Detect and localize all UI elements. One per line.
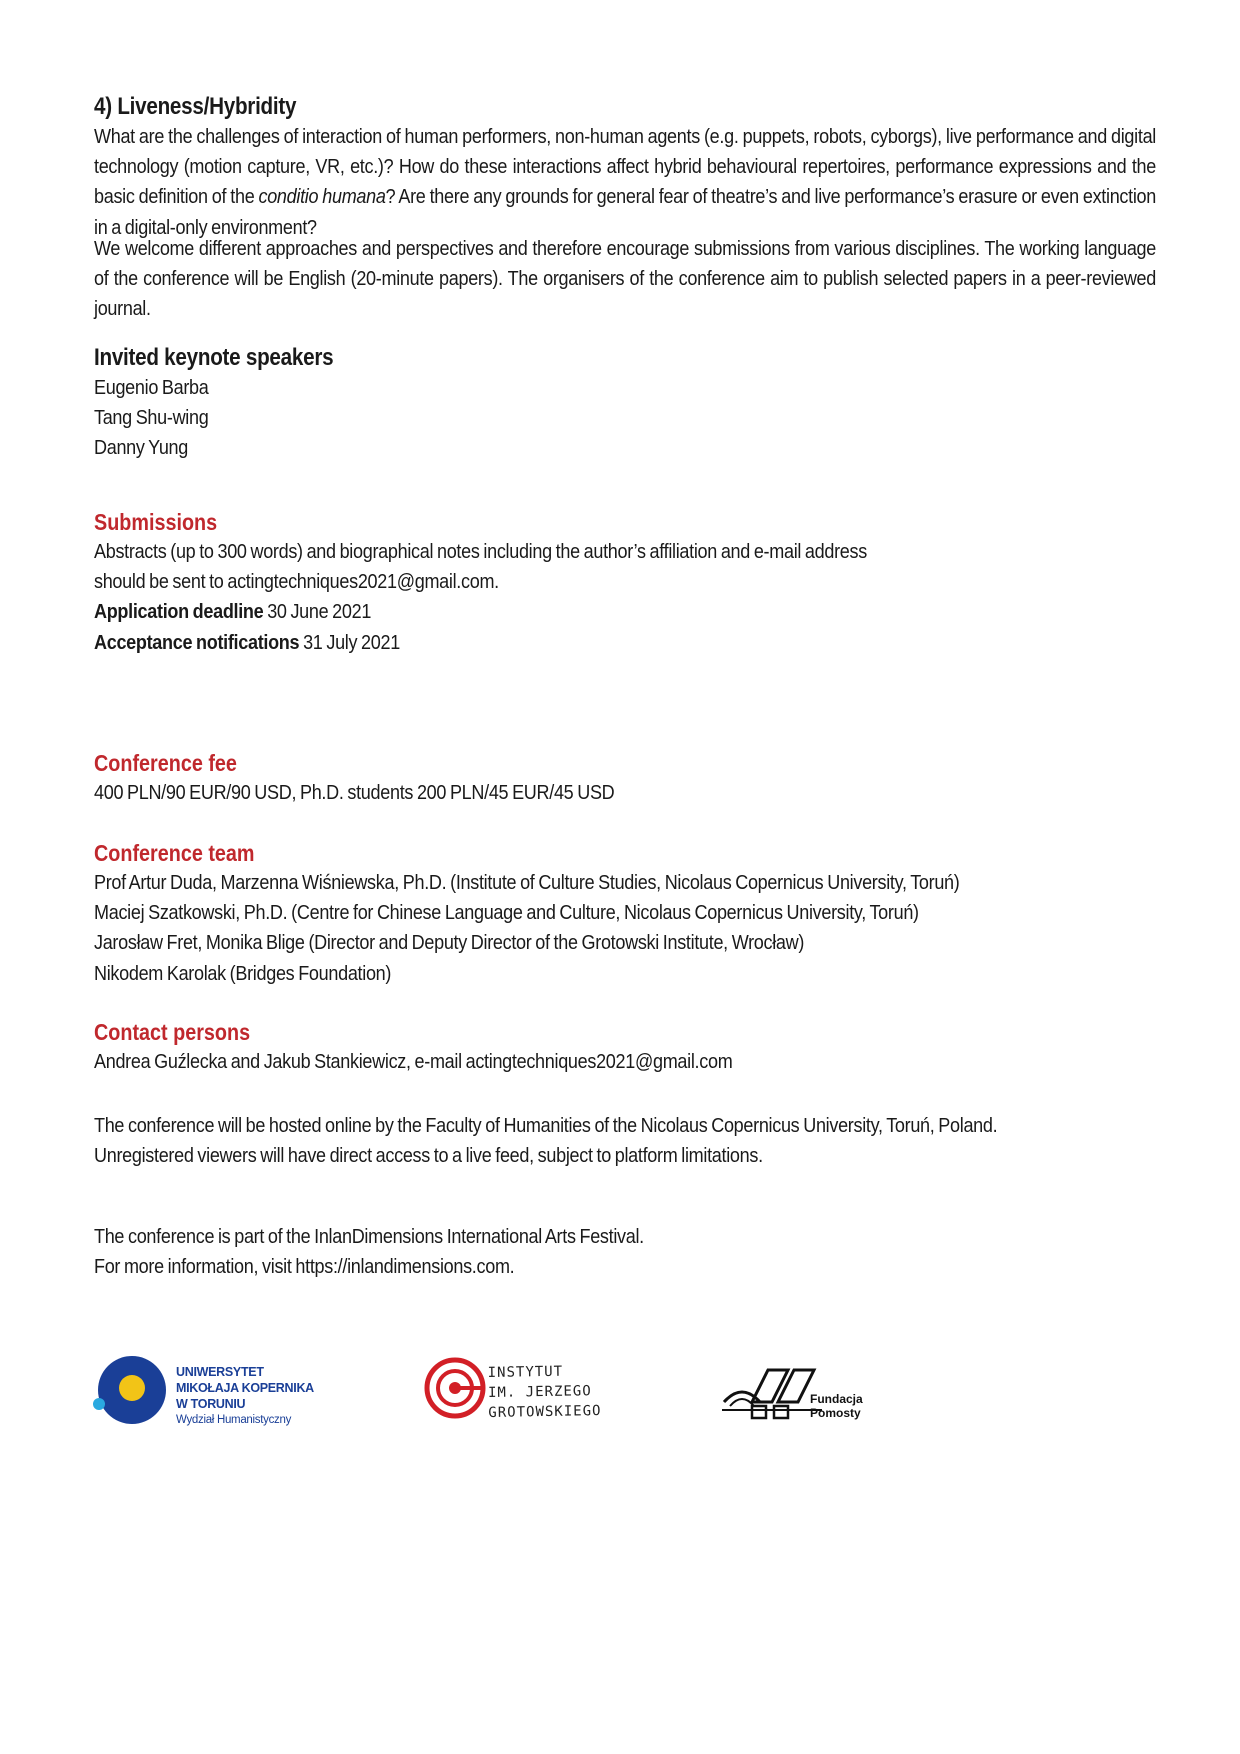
deadline-label: Application deadline <box>94 600 264 624</box>
section-keynote <box>94 343 1156 464</box>
keynote-speaker: Danny Yung <box>94 436 189 460</box>
liveness-text-b: ? Are there any grounds for general fear of theatre’s and live performance’s erasure or even extinction in a digital-only environment? <box>94 185 1157 239</box>
application-deadline <box>94 597 1029 627</box>
grotowski-line-2: IM. JERZEGO <box>487 1383 592 1401</box>
contact-text: Andrea Guźlecka and Jakub Stankiewicz, e-mail actingtechniques2021@gmail.com <box>94 1050 733 1073</box>
fee-text: 400 PLN/90 EUR/90 USD, Ph.D. students 200 PLN/45 EUR/45 USD <box>94 781 615 804</box>
section-contact <box>94 1017 1156 1077</box>
grotowski-line-3: GROTOWSKIEGO <box>488 1403 602 1421</box>
section-submissions <box>94 507 1156 658</box>
umk-name-line-2: MIKOŁAJA KOPERNIKA <box>176 1381 314 1395</box>
team-member: Prof Artur Duda, Marzenna Wiśniewska, Ph.D. (Institute of Culture Studies, Nicolaus Copernicus University, Toruń) <box>94 871 960 894</box>
section-fee <box>94 748 1156 808</box>
deadline-value: 30 June 2021 <box>263 600 372 624</box>
bridges-emblem-icon <box>722 1362 822 1424</box>
liveness-paragraph <box>94 122 1156 243</box>
keynote-speaker: Tang Shu-wing <box>94 406 209 430</box>
grotowski-institute-logo <box>422 1352 642 1432</box>
liveness-text-a: What are the challenges of interaction of human performers, non-human agents (e.g. puppets, robots, cyborgs), live performance and digital technology (motion capture, VR, etc.)? How do these interactions affect hybrid behavioural repertoires, performance expressions and the basic definition of the <box>94 125 1156 209</box>
section-liveness <box>94 92 1156 243</box>
keynote-speaker: Eugenio Barba <box>94 376 209 399</box>
fundacja-line-1: Fundacja <box>810 1392 863 1406</box>
festival-line-1: The conference is part of the InlanDimensions International Arts Festival. <box>94 1225 644 1248</box>
fee-heading: Conference fee <box>94 750 237 776</box>
grotowski-emblem-icon <box>422 1352 488 1422</box>
umk-logo <box>92 1352 352 1432</box>
submissions-heading: Submissions <box>94 509 218 535</box>
section-festival <box>94 1222 1156 1282</box>
section-hosting <box>94 1111 1156 1171</box>
grotowski-line-1: INSTYTUT <box>487 1363 564 1381</box>
liveness-italic-term: conditio humana <box>258 185 386 209</box>
contact-heading: Contact persons <box>94 1019 251 1045</box>
welcome-paragraph: We welcome different approaches and perspectives and therefore encourage submissions from various disciplines. The working language of the conference will be English (20-minute papers). The organisers of the conference aim to publish selected papers in a peer-reviewed journal. <box>94 237 1156 321</box>
team-member: Nikodem Karolak (Bridges Foundation) <box>94 961 392 985</box>
team-member: Jarosław Fret, Monika Blige (Director and Deputy Director of the Grotowski Institute, Wrocław) <box>94 931 805 955</box>
section-welcome <box>94 234 1156 325</box>
submissions-line-1: Abstracts (up to 300 words) and biographical notes including the author’s affiliation and e-mail address <box>94 540 867 563</box>
section-team <box>94 838 1156 989</box>
fundacja-line-2: Pomosty <box>810 1406 861 1420</box>
keynote-heading: Invited keynote speakers <box>94 344 334 371</box>
team-member: Maciej Szatkowski, Ph.D. (Centre for Chinese Language and Culture, Nicolaus Copernicus University, Toruń) <box>94 901 919 925</box>
submissions-line-2: should be sent to actingtechniques2021@gmail.com. <box>94 570 499 594</box>
acceptance-label: Acceptance notifications <box>94 630 300 654</box>
festival-line-2: For more information, visit https://inlandimensions.com. <box>94 1255 515 1279</box>
umk-emblem-icon <box>92 1352 172 1428</box>
hosting-line-2: Unregistered viewers will have direct access to a live feed, subject to platform limitations. <box>94 1144 763 1168</box>
umk-name-line-3: W TORUNIU <box>176 1397 246 1411</box>
acceptance-value: 31 July 2021 <box>299 630 400 654</box>
liveness-heading: 4) Liveness/Hybridity <box>94 93 297 120</box>
umk-name-line-1: UNIWERSYTET <box>176 1365 264 1379</box>
team-heading: Conference team <box>94 840 255 866</box>
acceptance-notifications <box>94 628 1029 658</box>
fundacja-pomosty-logo <box>722 1362 902 1432</box>
hosting-line-1: The conference will be hosted online by the Faculty of Humanities of the Nicolaus Copernicus University, Toruń, Poland. <box>94 1114 998 1137</box>
umk-faculty: Wydział Humanistyczny <box>176 1414 292 1426</box>
